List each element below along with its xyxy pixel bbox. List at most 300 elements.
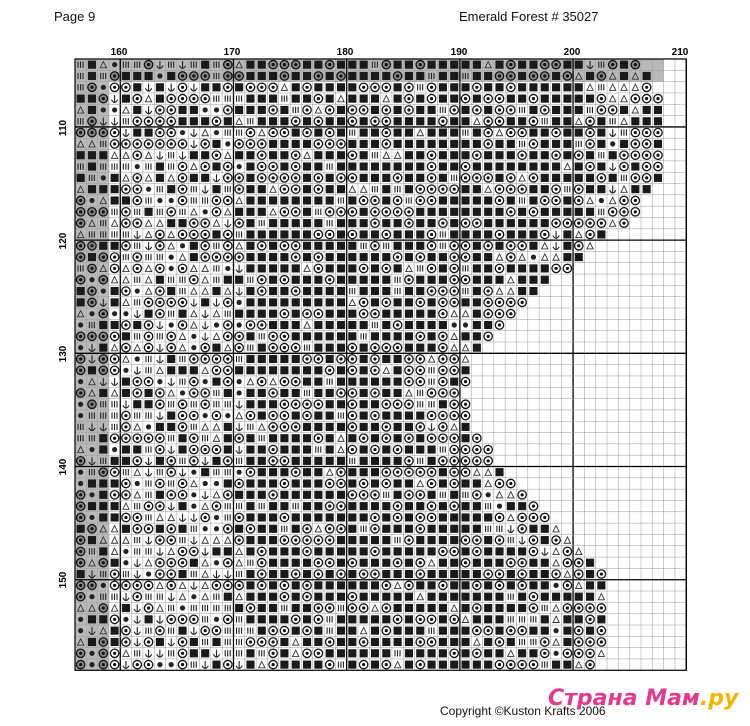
- chart-cell: [508, 277, 514, 283]
- chart-cell: [456, 175, 457, 181]
- chart-cell: [348, 615, 356, 623]
- chart-cell: [366, 526, 367, 532]
- chart-cell: [450, 638, 458, 646]
- chart-cell: [363, 333, 364, 339]
- chart-cell: [190, 117, 198, 125]
- chart-cell: [159, 186, 160, 192]
- chart-cell: [303, 276, 311, 284]
- chart-cell: [226, 335, 229, 338]
- chart-cell: [328, 606, 331, 609]
- chart-cell: [348, 310, 356, 318]
- chart-cell: [280, 638, 288, 646]
- chart-cell: [543, 108, 546, 111]
- chart-cell: [111, 627, 119, 635]
- chart-cell: [123, 311, 128, 316]
- chart-cell: [416, 151, 424, 159]
- chart-cell: [283, 131, 286, 134]
- chart-cell: [467, 492, 468, 498]
- chart-cell: [128, 254, 129, 260]
- chart-cell: [137, 62, 138, 68]
- chart-cell: [114, 401, 115, 407]
- chart-cell: [78, 470, 83, 475]
- chart-cell: [542, 605, 543, 611]
- chart-cell: [241, 628, 242, 634]
- chart-cell: [272, 391, 275, 394]
- chart-cell: [124, 640, 127, 643]
- chart-cell: [168, 390, 174, 396]
- chart-cell: [329, 163, 330, 169]
- chart-cell: [79, 584, 82, 587]
- chart-cell: [139, 243, 140, 249]
- chart-cell: [495, 604, 503, 612]
- chart-cell: [453, 448, 456, 451]
- chart-cell: [100, 163, 101, 169]
- chart-cell: [292, 321, 300, 329]
- chart-cell: [327, 220, 328, 226]
- chart-cell: [508, 594, 509, 600]
- chart-cell: [227, 650, 228, 656]
- chart-cell: [264, 435, 265, 441]
- chart-cell: [428, 547, 436, 555]
- chart-cell: [406, 265, 412, 271]
- chart-cell: [113, 437, 116, 440]
- chart-cell: [509, 63, 512, 66]
- chart-cell: [270, 378, 276, 384]
- chart-cell: [230, 186, 231, 192]
- chart-cell: [634, 176, 637, 179]
- chart-cell: [328, 278, 331, 281]
- chart-cell: [339, 391, 342, 394]
- chart-cell: [464, 222, 467, 225]
- chart-cell: [509, 629, 512, 632]
- chart-cell: [80, 62, 81, 68]
- chart-cell: [99, 185, 107, 193]
- chart-cell: [137, 650, 138, 656]
- chart-cell: [326, 434, 334, 442]
- chart-cell: [292, 129, 300, 137]
- chart-cell: [113, 369, 116, 372]
- chart-cell: [258, 264, 266, 272]
- chart-cell: [236, 503, 237, 509]
- chart-cell: [272, 176, 275, 179]
- chart-cell: [371, 468, 379, 476]
- chart-cell: [102, 97, 105, 100]
- chart-cell: [348, 536, 356, 544]
- chart-cell: [484, 513, 492, 521]
- chart-cell: [202, 503, 208, 509]
- chart-cell: [337, 457, 345, 465]
- chart-cell: [405, 593, 413, 601]
- chart-cell: [439, 468, 447, 476]
- chart-cell: [518, 219, 526, 227]
- chart-cell: [374, 322, 375, 328]
- chart-cell: [77, 525, 85, 533]
- chart-cell: [103, 594, 104, 600]
- chart-cell: [532, 176, 535, 179]
- chart-cell: [170, 471, 173, 474]
- chart-cell: [419, 188, 422, 191]
- chart-cell: [351, 154, 354, 157]
- chart-cell: [513, 616, 514, 622]
- chart-cell: [488, 526, 489, 532]
- chart-cell: [181, 493, 184, 496]
- chart-cell: [588, 663, 591, 666]
- chart-cell: [498, 323, 501, 326]
- chart-cell: [394, 288, 395, 294]
- chart-cell: [184, 277, 185, 283]
- chart-cell: [360, 581, 368, 589]
- chart-cell: [79, 595, 82, 598]
- chart-cell: [272, 346, 275, 349]
- chart-cell: [351, 391, 354, 394]
- chart-cell: [246, 615, 254, 623]
- chart-cell: [269, 140, 277, 148]
- chart-cell: [225, 186, 226, 192]
- chart-cell: [89, 594, 94, 599]
- chart-cell: [250, 277, 251, 283]
- chart-cell: [303, 434, 311, 442]
- chart-cell: [157, 344, 163, 351]
- chart-cell: [258, 525, 266, 533]
- chart-cell: [407, 222, 410, 225]
- chart-cell: [314, 287, 322, 295]
- chart-cell: [258, 230, 266, 238]
- chart-cell: [202, 457, 208, 464]
- chart-cell: [196, 401, 197, 407]
- chart-cell: [303, 332, 311, 340]
- chart-cell: [303, 423, 311, 431]
- chart-cell: [314, 468, 322, 476]
- chart-cell: [420, 84, 421, 90]
- chart-cell: [610, 118, 611, 124]
- chart-cell: [518, 604, 526, 612]
- chart-cell: [532, 595, 535, 598]
- chart-cell: [634, 97, 637, 100]
- chart-cell: [247, 345, 248, 351]
- chart-cell: [542, 548, 548, 555]
- chart-cell: [473, 525, 481, 533]
- chart-cell: [394, 242, 402, 250]
- chart-cell: [445, 243, 446, 249]
- chart-cell: [451, 311, 457, 317]
- chart-cell: [461, 502, 469, 510]
- chart-cell: [173, 628, 174, 634]
- chart-cell: [371, 627, 379, 635]
- chart-cell: [123, 549, 128, 554]
- chart-cell: [247, 277, 248, 283]
- chart-cell: [430, 188, 433, 191]
- chart-cell: [94, 548, 95, 554]
- chart-cell: [422, 390, 423, 396]
- chart-cell: [622, 210, 625, 213]
- chart-cell: [598, 209, 599, 215]
- chart-cell: [533, 639, 534, 645]
- chart-cell: [518, 649, 526, 657]
- chart-cell: [201, 468, 209, 476]
- chart-cell: [191, 536, 197, 543]
- chart-cell: [236, 628, 237, 634]
- chart-cell: [91, 435, 92, 441]
- chart-cell: [575, 106, 583, 114]
- chart-cell: [371, 559, 379, 567]
- chart-cell: [589, 107, 590, 113]
- chart-cell: [373, 493, 376, 496]
- chart-cell: [652, 59, 663, 70]
- chart-cell: [541, 162, 549, 170]
- chart-cell: [260, 142, 263, 145]
- chart-cell: [521, 516, 524, 519]
- chart-cell: [518, 230, 526, 238]
- chart-cell: [246, 332, 254, 340]
- chart-cell: [654, 117, 662, 125]
- chart-cell: [269, 479, 277, 487]
- chart-cell: [385, 606, 388, 609]
- chart-cell: [450, 581, 458, 589]
- chart-cell: [168, 277, 169, 283]
- chart-cell: [343, 412, 344, 418]
- chart-cell: [148, 163, 149, 169]
- chart-cell: [173, 62, 174, 68]
- chart-cell: [168, 502, 174, 509]
- chart-cell: [532, 97, 535, 100]
- chart-cell: [294, 289, 297, 292]
- chart-cell: [597, 230, 605, 238]
- chart-cell: [555, 539, 558, 542]
- chart-cell: [235, 525, 243, 533]
- chart-cell: [394, 479, 402, 487]
- chart-cell: [441, 391, 444, 394]
- chart-cell: [314, 332, 322, 340]
- chart-cell: [103, 141, 104, 147]
- chart-cell: [362, 199, 365, 202]
- chart-cell: [339, 74, 342, 77]
- chart-cell: [202, 571, 208, 577]
- chart-cell: [246, 593, 254, 601]
- chart-cell: [519, 141, 520, 147]
- chart-cell: [348, 276, 356, 284]
- chart-cell: [213, 594, 214, 600]
- chart-cell: [111, 163, 112, 169]
- chart-cell: [159, 594, 160, 600]
- chart-cell: [201, 117, 209, 125]
- chart-cell: [543, 74, 546, 77]
- chart-cell: [513, 594, 514, 600]
- chart-cell: [133, 129, 141, 137]
- chart-cell: [463, 322, 468, 327]
- chart-cell: [283, 176, 286, 179]
- chart-cell: [191, 140, 197, 147]
- chart-cell: [441, 459, 444, 462]
- chart-cell: [238, 482, 241, 485]
- chart-cell: [259, 424, 265, 430]
- chart-cell: [360, 253, 368, 261]
- chart-cell: [191, 582, 197, 589]
- chart-cell: [442, 231, 443, 237]
- chart-cell: [439, 129, 447, 137]
- chart-cell: [382, 547, 390, 555]
- chart-cell: [150, 197, 151, 203]
- chart-cell: [181, 550, 184, 553]
- chart-cell: [485, 503, 486, 509]
- chart-cell: [473, 570, 481, 578]
- chart-cell: [145, 514, 146, 520]
- chart-cell: [269, 219, 277, 227]
- chart-cell: [450, 570, 458, 578]
- chart-cell: [541, 129, 549, 137]
- chart-cell: [269, 321, 277, 329]
- chart-cell: [139, 650, 140, 656]
- chart-cell: [475, 550, 478, 553]
- chart-cell: [566, 267, 569, 270]
- chart-cell: [532, 74, 535, 77]
- chart-cell: [230, 628, 231, 634]
- chart-cell: [78, 424, 79, 430]
- chart-cell: [215, 584, 218, 587]
- chart-cell: [303, 242, 311, 250]
- chart-cell: [377, 62, 378, 68]
- chart-cell: [450, 162, 458, 170]
- chart-cell: [495, 208, 503, 216]
- chart-cell: [246, 434, 254, 442]
- chart-cell: [417, 480, 423, 486]
- chart-cell: [246, 196, 254, 204]
- chart-cell: [521, 141, 522, 147]
- chart-cell: [461, 547, 469, 555]
- chart-cell: [158, 391, 161, 394]
- chart-cell: [555, 222, 558, 225]
- chart-cell: [405, 162, 413, 170]
- chart-cell: [373, 369, 376, 372]
- chart-cell: [405, 310, 413, 318]
- chart-cell: [134, 627, 140, 634]
- chart-cell: [554, 583, 559, 588]
- chart-cell: [416, 95, 424, 103]
- chart-cell: [416, 536, 424, 544]
- chart-cell: [428, 106, 436, 114]
- chart-cell: [428, 298, 436, 306]
- chart-cell: [430, 482, 433, 485]
- chart-cell: [305, 86, 308, 89]
- chart-cell: [145, 650, 151, 657]
- chart-cell: [139, 548, 140, 554]
- chart-cell: [202, 594, 208, 600]
- chart-cell: [113, 131, 116, 134]
- chart-cell: [521, 584, 524, 587]
- chart-cell: [598, 594, 604, 600]
- chart-cell: [168, 628, 169, 634]
- chart-cell: [328, 233, 331, 236]
- chart-cell: [280, 570, 288, 578]
- chart-cell: [105, 594, 106, 600]
- chart-cell: [124, 437, 127, 440]
- chart-cell: [247, 628, 248, 634]
- chart-cell: [439, 661, 447, 669]
- chart-cell: [360, 129, 368, 137]
- chart-cell: [202, 616, 203, 622]
- chart-cell: [371, 174, 379, 182]
- chart-cell: [498, 572, 501, 575]
- chart-cell: [111, 298, 119, 306]
- chart-cell: [326, 423, 334, 431]
- chart-cell: [317, 176, 320, 179]
- chart-cell: [202, 321, 208, 328]
- chart-cell: [610, 220, 616, 226]
- chart-cell: [90, 403, 93, 406]
- chart-gridlines: [75, 59, 686, 670]
- chart-cell: [213, 424, 219, 430]
- chart-cell: [352, 288, 353, 294]
- chart-cell: [360, 230, 368, 238]
- chart-cell: [78, 163, 79, 169]
- chart-cell: [218, 95, 219, 101]
- chart-cell: [519, 107, 520, 113]
- chart-cell: [394, 434, 402, 442]
- chart-cell: [225, 650, 226, 656]
- chart-cell: [388, 492, 389, 498]
- chart-cell: [428, 378, 429, 384]
- chart-cell: [348, 162, 356, 170]
- chart-cell: [215, 414, 218, 417]
- chart-cell: [192, 459, 195, 462]
- chart-cell: [337, 536, 345, 544]
- chart-cell: [552, 162, 560, 170]
- chart-cell: [656, 154, 659, 157]
- chart-cell: [439, 61, 447, 69]
- chart-cell: [201, 298, 209, 306]
- chart-cell: [148, 412, 149, 418]
- chart-cell: [464, 380, 467, 383]
- chart-cell: [88, 638, 96, 646]
- chart-cell: [122, 72, 130, 80]
- chart-cell: [89, 447, 94, 452]
- chart-cell: [246, 72, 254, 80]
- chart-cell: [416, 502, 424, 510]
- chart-cell: [484, 536, 492, 544]
- chart-cell: [530, 616, 531, 622]
- chart-cell: [373, 222, 376, 225]
- chart-cell: [320, 446, 321, 452]
- chart-cell: [191, 288, 197, 294]
- chart-cell: [326, 72, 334, 80]
- chart-cell: [88, 253, 96, 261]
- chart-cell: [145, 492, 146, 498]
- chart-cell: [283, 312, 286, 315]
- chart-cell: [269, 581, 277, 589]
- chart-cell: [326, 593, 334, 601]
- chart-cell: [214, 526, 219, 531]
- chart-cell: [192, 618, 195, 621]
- chart-cell: [181, 86, 184, 89]
- chart-cell: [475, 176, 478, 179]
- chart-cell: [305, 527, 308, 530]
- chart-cell: [202, 333, 208, 340]
- chart-cell: [281, 84, 287, 90]
- chart-cell: [225, 288, 231, 294]
- chart-cell: [226, 176, 229, 179]
- chart-cell: [260, 323, 263, 326]
- chart-cell: [171, 152, 172, 158]
- chart-cell: [224, 479, 232, 487]
- chart-cell: [588, 640, 591, 643]
- chart-cell: [521, 188, 524, 191]
- chart-cell: [139, 209, 140, 215]
- chart-cell: [237, 390, 242, 395]
- chart-cell: [643, 72, 651, 80]
- chart-cell: [280, 196, 288, 204]
- chart-cell: [484, 151, 492, 159]
- chart-cell: [113, 335, 116, 338]
- chart-cell: [102, 335, 105, 338]
